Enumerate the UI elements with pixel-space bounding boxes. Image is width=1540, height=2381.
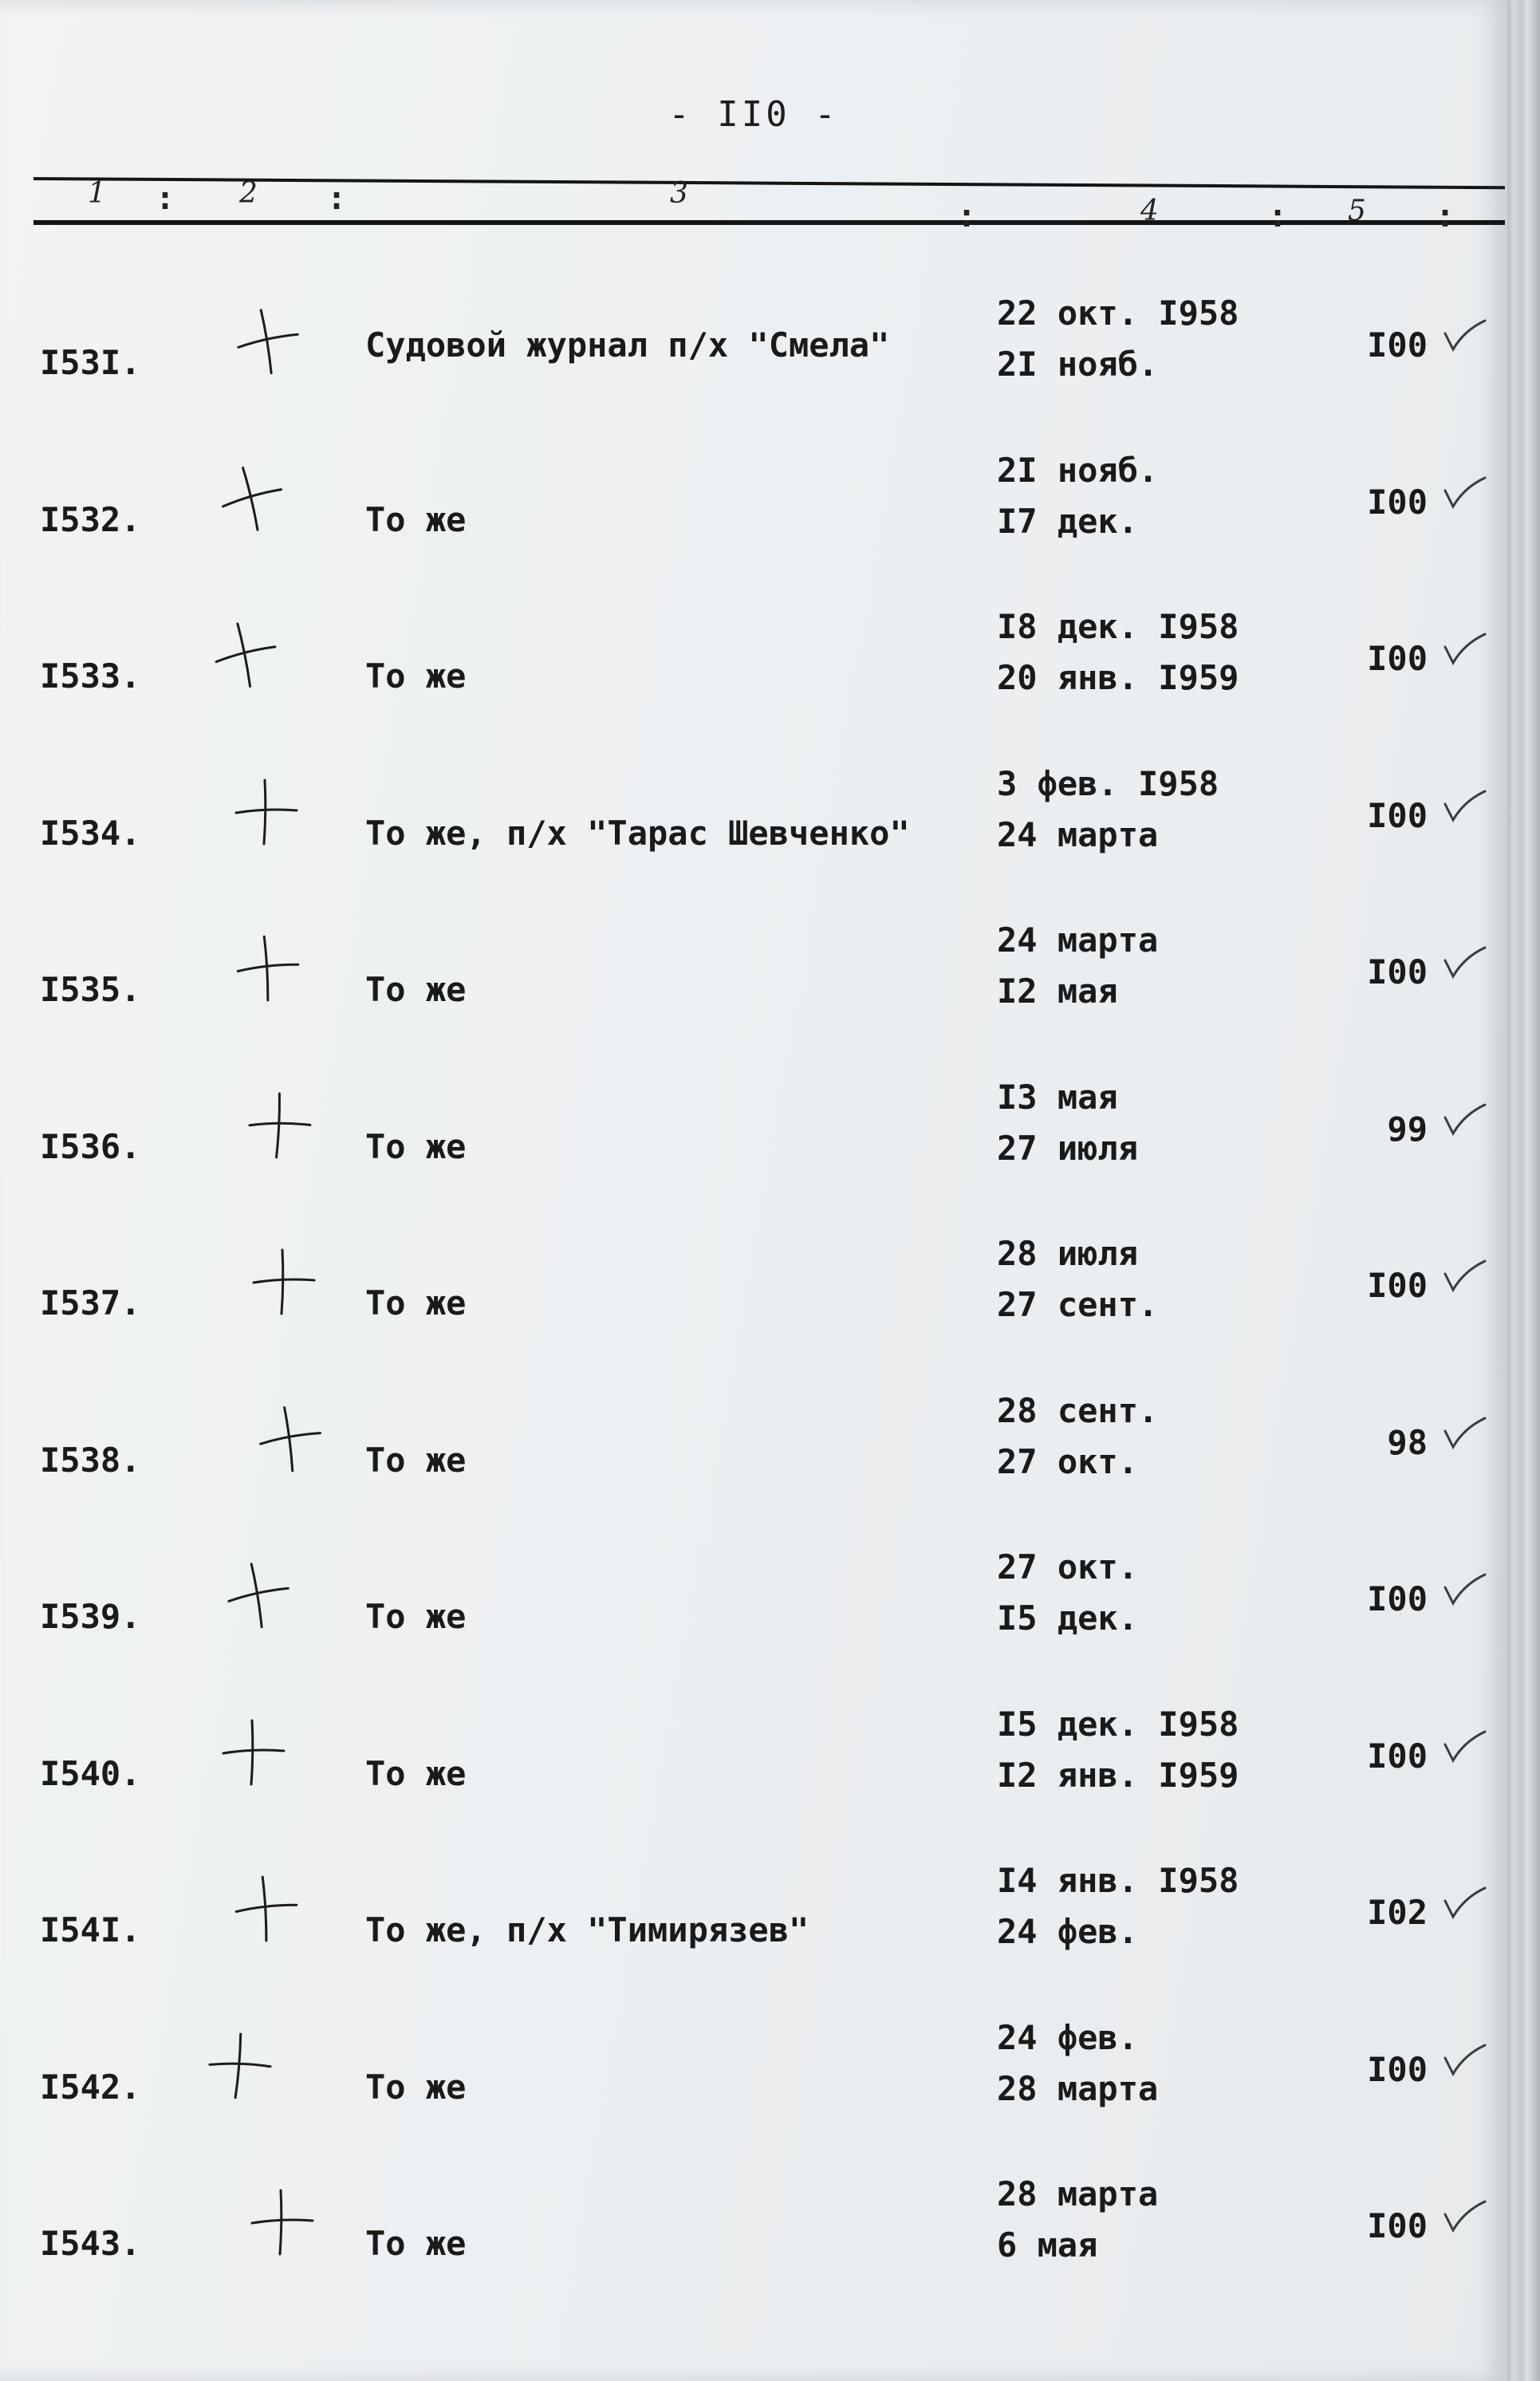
column-separator: : — [1436, 198, 1455, 235]
document-title: То же — [365, 2224, 467, 2263]
sheet-count: 99 — [1387, 1109, 1428, 1149]
entry-number: I534. — [40, 813, 141, 853]
document-title: То же — [365, 1440, 467, 1480]
handwritten-cross-mark — [243, 1089, 315, 1161]
sheet-count: 98 — [1387, 1422, 1428, 1462]
date-start: 27 окт. — [997, 1547, 1139, 1587]
sheet-count: I00 — [1367, 482, 1428, 522]
date-end: 27 сент. — [997, 1285, 1159, 1324]
entry-number: I539. — [40, 1597, 141, 1636]
sheet-count: I00 — [1367, 2206, 1428, 2245]
entry-number: I53I. — [40, 343, 141, 382]
sheet-count: I00 — [1367, 1736, 1428, 1776]
date-end: I5 дек. — [997, 1599, 1139, 1638]
check-mark-icon — [1440, 473, 1488, 513]
date-start: 28 сент. — [997, 1390, 1159, 1430]
entry-number: I533. — [40, 656, 141, 696]
date-start: 3 фев. I958 — [997, 763, 1219, 803]
column-number-3: 3 — [670, 177, 688, 210]
document-title: То же, п/х "Тарас Шевченко" — [365, 813, 910, 853]
handwritten-cross-mark — [254, 1402, 325, 1474]
sheet-count: I02 — [1367, 1893, 1428, 1932]
check-mark-icon — [1440, 1570, 1488, 1610]
sheet-count: I00 — [1367, 325, 1428, 365]
handwritten-cross-mark — [231, 932, 303, 1003]
check-mark-icon — [1440, 629, 1488, 669]
handwritten-cross-mark — [217, 1716, 289, 1788]
handwritten-cross-mark — [231, 305, 303, 376]
document-title: То же — [365, 1753, 467, 1793]
check-mark-icon — [1440, 2197, 1488, 2237]
handwritten-cross-mark — [230, 775, 301, 847]
handwritten-cross-mark — [222, 1559, 293, 1630]
table-row — [0, 1234, 1507, 1440]
document-title: То же — [365, 656, 467, 696]
sheet-count: I00 — [1367, 795, 1428, 835]
date-start: 28 марта — [997, 2174, 1159, 2213]
entry-number: I537. — [40, 1283, 141, 1323]
entry-number: I536. — [40, 1126, 141, 1166]
check-mark-icon — [1440, 943, 1488, 983]
date-end: 28 марта — [997, 2068, 1159, 2108]
document-title: То же — [365, 1126, 467, 1166]
date-start: 24 марта — [997, 920, 1159, 960]
column-number-2: 2 — [239, 177, 258, 210]
column-number-1: 1 — [88, 177, 106, 210]
sheet-count: I00 — [1367, 952, 1428, 991]
date-end: I2 янв. I959 — [997, 1755, 1239, 1795]
date-start: 24 фев. — [997, 2017, 1139, 2057]
date-end: 2I нояб. — [997, 345, 1159, 384]
check-mark-icon — [1440, 1100, 1488, 1140]
entry-number: I54I. — [40, 1910, 141, 1949]
date-start: 22 окт. I958 — [997, 294, 1239, 333]
date-start: 28 июля — [997, 1234, 1139, 1273]
table-row — [0, 607, 1507, 813]
book-page-edges — [1507, 0, 1540, 2381]
document-title: То же — [365, 1283, 467, 1323]
date-end: 24 фев. — [997, 1912, 1139, 1951]
date-end: I7 дек. — [997, 501, 1139, 541]
entry-number: I532. — [40, 499, 141, 539]
check-mark-icon — [1440, 2040, 1488, 2080]
date-end: 24 марта — [997, 814, 1159, 854]
date-end: 20 янв. I959 — [997, 658, 1239, 697]
date-start: I4 янв. I958 — [997, 1861, 1239, 1900]
document-title: То же — [365, 2067, 467, 2107]
entry-number: I535. — [40, 970, 141, 1009]
column-separator: : — [156, 180, 175, 217]
document-title: Судовой журнал п/х "Смела" — [365, 325, 890, 365]
handwritten-cross-mark — [246, 2186, 317, 2257]
date-start: 2I нояб. — [997, 450, 1159, 490]
document-title: То же — [365, 970, 467, 1009]
sheet-count: I00 — [1367, 1266, 1428, 1305]
column-separator: : — [957, 198, 977, 235]
handwritten-cross-mark — [203, 2029, 275, 2101]
table-row — [0, 920, 1507, 1126]
column-number-4: 4 — [1140, 195, 1159, 227]
check-mark-icon — [1440, 1256, 1488, 1296]
table-row — [0, 1704, 1507, 1910]
column-number-5: 5 — [1348, 195, 1366, 227]
column-separator: : — [1268, 198, 1288, 235]
handwritten-cross-mark — [209, 618, 281, 690]
entry-number: I538. — [40, 1440, 141, 1480]
check-mark-icon — [1440, 1727, 1488, 1767]
sheet-count: I00 — [1367, 639, 1428, 678]
page-number: - II0 - — [668, 94, 839, 135]
table-row — [0, 2174, 1507, 2380]
check-mark-icon — [1440, 786, 1488, 826]
table-row — [0, 1077, 1507, 1283]
table-row — [0, 2017, 1507, 2224]
handwritten-cross-mark — [230, 1872, 301, 1944]
sheet-count: I00 — [1367, 1579, 1428, 1618]
document-title: То же, п/х "Тимирязев" — [365, 1910, 809, 1949]
column-separator: : — [327, 180, 347, 217]
date-start: I8 дек. I958 — [997, 607, 1239, 646]
entry-number: I543. — [40, 2224, 141, 2263]
date-end: 6 мая — [997, 2225, 1098, 2265]
document-title: То же — [365, 1597, 467, 1636]
document-title: То же — [365, 499, 467, 539]
table-row — [0, 763, 1507, 970]
check-mark-icon — [1440, 316, 1488, 356]
date-end: 27 июля — [997, 1128, 1139, 1168]
check-mark-icon — [1440, 1413, 1488, 1453]
entry-number: I542. — [40, 2067, 141, 2107]
check-mark-icon — [1440, 1883, 1488, 1923]
date-end: 27 окт. — [997, 1441, 1139, 1481]
date-start: I5 дек. I958 — [997, 1704, 1239, 1744]
handwritten-cross-mark — [247, 1245, 319, 1317]
entry-number: I540. — [40, 1753, 141, 1793]
handwritten-cross-mark — [215, 462, 287, 534]
date-end: I2 мая — [997, 972, 1118, 1011]
date-start: I3 мая — [997, 1077, 1118, 1117]
sheet-count: I00 — [1367, 2049, 1428, 2089]
